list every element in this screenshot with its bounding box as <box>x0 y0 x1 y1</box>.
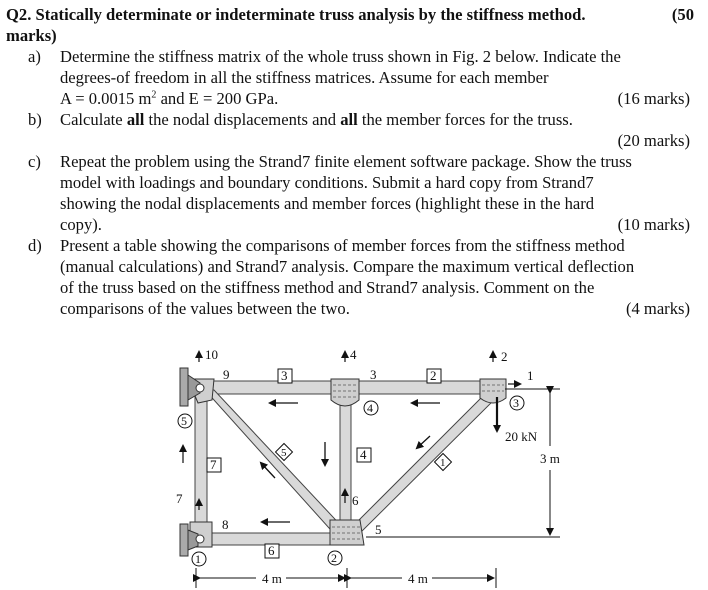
svg-text:2: 2 <box>430 368 437 383</box>
part-c: c) Repeat the problem using the Strand7 finite element software package. Show the truss model with loadings and boundary conditions. Submit a hard copy from Strand7 showing the nodal displacements and member forces (highlight these in the hard copy). (10 marks) <box>28 152 690 234</box>
node-2-plate <box>330 520 364 545</box>
svg-text:3: 3 <box>370 367 377 382</box>
svg-text:6: 6 <box>352 493 359 508</box>
svg-text:9: 9 <box>223 367 230 382</box>
node-3-plate <box>331 379 359 406</box>
part-a-marks: (16 marks) <box>617 89 690 108</box>
svg-text:4: 4 <box>350 347 357 362</box>
svg-text:5: 5 <box>375 522 382 537</box>
svg-text:7: 7 <box>210 457 217 472</box>
part-b: b) Calculate all the nodal displacements and all the member forces for the truss. (20 marks) <box>6 109 702 151</box>
svg-text:6: 6 <box>268 543 275 558</box>
part-d: d) Present a table showing the comparisons of member forces from the stiffness method (manual calculations) and Strand7 analysis. Compare the maximum vertical deflection of the truss based on the stiffness method and Strand7 analysis. Comment on the comparisons of the values between the two. (4 marks) <box>28 236 690 318</box>
svg-text:1: 1 <box>195 552 201 566</box>
height-dimension <box>366 389 560 537</box>
member-top-right <box>345 381 493 394</box>
member-diag-left <box>205 390 347 538</box>
part-d-marks: (4 marks) <box>625 299 690 318</box>
svg-text:1: 1 <box>440 457 446 469</box>
question-header-cont: marks) <box>6 26 57 45</box>
svg-text:7: 7 <box>176 491 183 506</box>
span-left-label: 4 m <box>262 571 282 586</box>
member-labels <box>207 368 451 558</box>
member-left-vertical <box>195 392 207 536</box>
part-c-marks: (10 marks) <box>617 215 690 234</box>
svg-text:1: 1 <box>527 368 534 383</box>
svg-text:10: 10 <box>205 347 218 362</box>
question-marks: (50 <box>671 5 694 24</box>
svg-text:4: 4 <box>367 401 373 415</box>
svg-text:5: 5 <box>281 447 287 459</box>
part-b-marks: (20 marks) <box>617 131 690 150</box>
svg-text:2: 2 <box>331 551 337 565</box>
dof-labels <box>176 347 534 537</box>
svg-text:8: 8 <box>222 517 229 532</box>
svg-text:3: 3 <box>281 368 288 383</box>
member-middle-vertical <box>340 392 351 536</box>
svg-text:4: 4 <box>360 447 367 462</box>
svg-text:2: 2 <box>501 349 508 364</box>
span-right-label: 4 m <box>408 571 428 586</box>
member-top-left <box>200 381 345 394</box>
height-label: 3 m <box>540 451 560 466</box>
svg-text:5: 5 <box>181 414 187 428</box>
span-dimensions <box>196 568 496 588</box>
load-label: 20 kN <box>505 429 538 444</box>
question-header: Q2. Statically determinate or indeterminate truss analysis by the stiffness method. (50 <box>6 5 694 24</box>
svg-text:3: 3 <box>513 396 519 410</box>
part-a: a) Determine the stiffness matrix of the whole truss shown in Fig. 2 below. Indicate the degrees-of freedom in all the stiffness matrices. Assume for each member A = 0.0015 $m^2$ and E = 200 GPa. (16 marks) <box>28 47 690 108</box>
